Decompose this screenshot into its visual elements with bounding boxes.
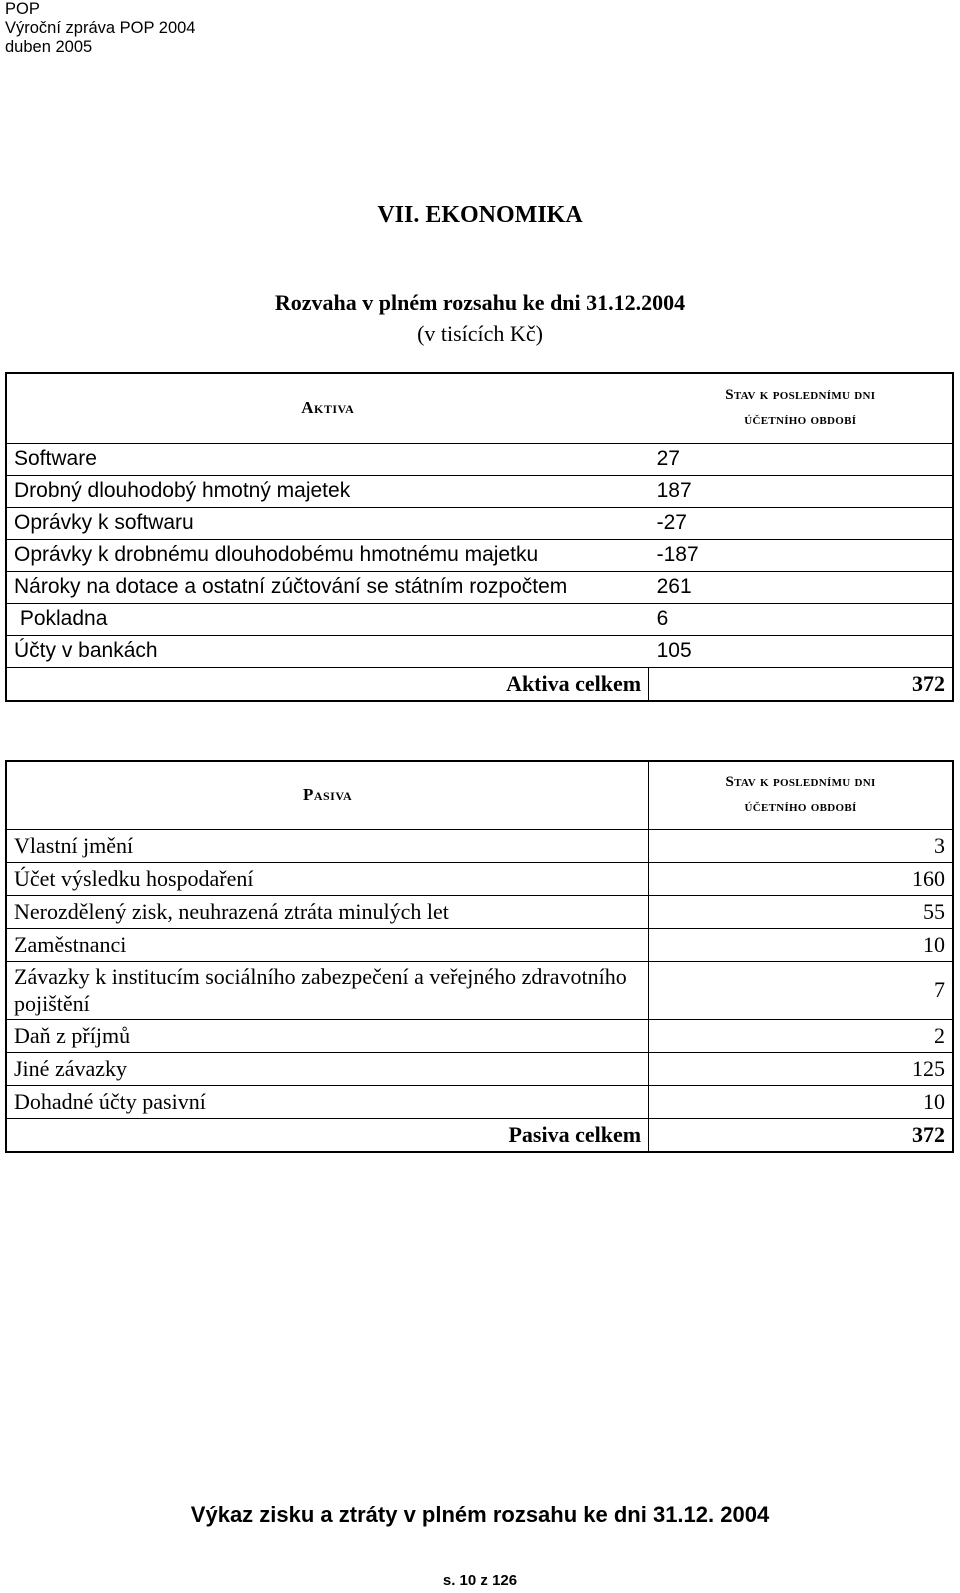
header-date: duben 2005 [5, 38, 93, 56]
pasiva-row-label: Nerozdělený zisk, neuhrazená ztráta minulých let [6, 895, 649, 928]
aktiva-table [5, 372, 954, 702]
income-statement-title: Výkaz zisku a ztráty v plném rozsahu ke dni 31.12. 2004 [190, 1502, 770, 1527]
aktiva-total-row [6, 667, 953, 701]
aktiva-row-label: Účty v bankách [6, 635, 649, 667]
aktiva-row-label: Drobný dlouhodobý hmotný majetek [6, 475, 649, 507]
section-title: VII. EKONOMIKA [377, 202, 583, 228]
table-row [6, 928, 953, 961]
pasiva-row-label: Daň z příjmů [6, 1019, 649, 1052]
aktiva-row-value: 6 [649, 603, 953, 635]
aktiva-row-label: Pokladna [6, 603, 649, 635]
table-row [6, 1085, 953, 1118]
table-row [6, 1019, 953, 1052]
pasiva-column-heading [649, 761, 953, 829]
pasiva-row-value: 125 [649, 1052, 953, 1085]
header-report-name: Výroční zpráva POP 2004 [5, 19, 196, 37]
pasiva-row-label: Dohadné účty pasivní [6, 1085, 649, 1118]
pasiva-total-label: Pasiva celkem [6, 1118, 649, 1152]
pasiva-row-value: 160 [649, 862, 953, 895]
pasiva-heading: Pasiva [6, 761, 649, 829]
table-row [6, 635, 953, 667]
pasiva-row-label: Závazky k institucím sociálního zabezpečení a veřejného zdravotního pojištění [6, 961, 649, 1019]
table-row [6, 507, 953, 539]
header-org: POP [5, 0, 40, 18]
pasiva-row-label: Vlastní jmění [6, 829, 649, 862]
aktiva-total-value: 372 [649, 667, 953, 701]
aktiva-column-heading-line1: Stav k poslednímu dni [725, 387, 876, 404]
pasiva-row-label: Zaměstnanci [6, 928, 649, 961]
table-row [6, 475, 953, 507]
pasiva-total-value: 372 [649, 1118, 953, 1152]
table-row [6, 603, 953, 635]
aktiva-header-row [6, 373, 953, 443]
aktiva-column-heading [649, 373, 953, 443]
aktiva-heading: Aktiva [6, 373, 649, 443]
aktiva-row-value: -27 [649, 507, 953, 539]
pasiva-column-heading-line2: účetního období [744, 799, 857, 816]
pasiva-row-value: 55 [649, 895, 953, 928]
aktiva-row-value: 261 [649, 571, 953, 603]
aktiva-row-label: Nároky na dotace a ostatní zúčtování se státním rozpočtem [6, 571, 649, 603]
pasiva-row-value: 7 [649, 961, 953, 1019]
table-row [6, 829, 953, 862]
aktiva-row-value: 187 [649, 475, 953, 507]
document-header [5, 0, 195, 57]
aktiva-total-label: Aktiva celkem [6, 667, 649, 701]
table-row [6, 1052, 953, 1085]
table-row [6, 961, 953, 1019]
pasiva-table [5, 760, 954, 1153]
pasiva-row-value: 3 [649, 829, 953, 862]
table-row [6, 862, 953, 895]
aktiva-column-heading-line2: účetního období [744, 412, 857, 429]
pasiva-column-heading-line1: Stav k poslednímu dni [725, 774, 876, 791]
page-number: s. 10 z 126 [442, 1572, 518, 1589]
aktiva-row-value: -187 [649, 539, 953, 571]
pasiva-row-value: 2 [649, 1019, 953, 1052]
balance-title: Rozvaha v plném rozsahu ke dni 31.12.2004 [274, 290, 686, 315]
pasiva-row-value: 10 [649, 1085, 953, 1118]
aktiva-row-value: 27 [649, 443, 953, 475]
pasiva-row-label: Jiné závazky [6, 1052, 649, 1085]
pasiva-total-row [6, 1118, 953, 1152]
pasiva-row-value: 10 [649, 928, 953, 961]
aktiva-row-value: 105 [649, 635, 953, 667]
pasiva-row-label: Účet výsledku hospodaření [6, 862, 649, 895]
pasiva-header-row [6, 761, 953, 829]
aktiva-row-label: Software [6, 443, 649, 475]
aktiva-row-label: Oprávky k softwaru [6, 507, 649, 539]
table-row [6, 443, 953, 475]
balance-unit: (v tisících Kč) [417, 321, 543, 346]
table-row [6, 539, 953, 571]
aktiva-row-label: Oprávky k drobnému dlouhodobému hmotnému majetku [6, 539, 649, 571]
table-row [6, 571, 953, 603]
table-row [6, 895, 953, 928]
